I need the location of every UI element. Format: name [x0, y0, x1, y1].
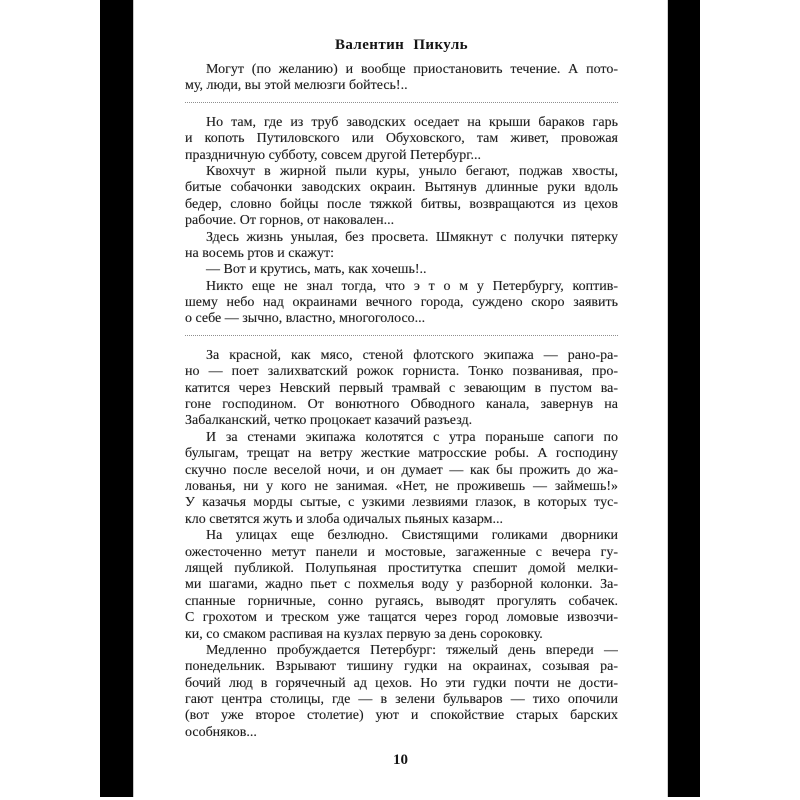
text-line: понедельник. Взрывают тишину гудки на окраинах, созывая ра- — [185, 659, 618, 675]
text-line: За красной, как мясо, стеной флотского экипажа — рано-ра- — [206, 347, 618, 363]
paragraph — [185, 430, 618, 528]
text-line: лящей публикой. Полупьяная проститутка спешит домой мелки- — [185, 560, 618, 576]
text-line: бочий люд в горячечный ад цехов. Но эти гудки почти не дости- — [185, 675, 618, 691]
section-divider — [185, 335, 618, 336]
text-line: праздничную субботу, совсем другой Петербург... — [185, 147, 481, 163]
section-divider — [185, 102, 618, 103]
text-line: Квохчут в жирной пыли куры, уныло бегают, поджав хвосты, — [206, 163, 618, 179]
text-line: о себе — зычно, властно, многоголосо... — [185, 311, 426, 327]
text-line: катится через Невский первый трамвай с зевающим в пустом ва- — [185, 380, 618, 396]
book-page — [133, 0, 668, 797]
text-line: бедер, словно бойцы после тяжкой битвы, возвращаются из цехов — [185, 196, 618, 212]
text-line: (вот уже второе столетие) уют и спокойствие старых барских — [185, 708, 618, 724]
text-line: Но там, где из труб заводских оседает на крыши бараков гарь — [206, 114, 618, 130]
text-line: булыгам, трещат на ветру жесткие матросские робы. А господину — [185, 446, 618, 462]
text-line: на восемь ртов и скажут: — [185, 245, 334, 261]
paragraph — [185, 279, 618, 328]
page-content — [185, 0, 618, 741]
paragraph — [185, 643, 618, 741]
text-line: ки, со смаком распивая на кузлах первую за день сороковку. — [185, 626, 543, 642]
text-line: рабочие. От горнов, от наковален... — [185, 213, 395, 229]
text-line: скучно после веселой ночи, и он думает — как бы прожить до жа- — [185, 462, 618, 478]
text-line: — Вот и крутись, мать, как хочешь!.. — [206, 262, 427, 278]
text-line: ожесточенно метут панели и мостовые, загаженные с вечера гу- — [185, 544, 618, 560]
text-line: му, люди, вы этой мелюзги бойтесь!.. — [185, 78, 408, 94]
text-line: и копоть Путиловского или Обуховского, там живет, провожая — [185, 131, 618, 147]
text-line: Никто еще не знал тогда, что э т о м у Петербургу, коптив- — [206, 278, 618, 294]
text-line: но — поет залихватский рожок горниста. Тонко позванивая, про- — [185, 364, 618, 380]
paragraph — [185, 262, 618, 278]
text-line: особняков... — [185, 724, 257, 740]
text-line: С грохотом и треском уже тащатся через город ломовые извозчи- — [185, 610, 618, 626]
text-line: Забалканский, четко процокает казачий разъезд. — [185, 413, 473, 429]
text-line: На улицах еще безлюдно. Свистящими голиками дворники — [206, 528, 618, 544]
text-line: гают центра столицы, где — в зелени бульваров — тихо опочили — [185, 692, 618, 708]
page-number: 10 — [393, 752, 408, 768]
text-line: И за стенами экипажа колотятся с утра пораньше сапоги по — [206, 429, 618, 445]
text-line: лованья, ни у кого не занимая. «Нет, не проживешь — займешь!» — [185, 478, 618, 494]
paragraph — [185, 115, 618, 164]
text-line: Медленно пробуждается Петербург: тяжелый день впереди — — [206, 642, 618, 658]
backdrop-bar-right — [668, 0, 700, 797]
text-line: У казачья морды сытые, с узкими лезвиями глазок, в которых тус- — [185, 495, 618, 511]
text-line: спанные горничные, сонно ругаясь, выводят прогулять собачек. — [185, 593, 618, 609]
text-line: ми шагами, жадно пьет с похмелья воду у разборной колонки. За- — [185, 577, 618, 593]
paragraph — [185, 528, 618, 643]
text-body — [185, 62, 618, 741]
backdrop-bar-left — [100, 0, 133, 797]
paragraph — [185, 230, 618, 263]
paragraph — [185, 62, 618, 95]
paragraph — [185, 164, 618, 230]
text-line: шему небо над окраинами вечного города, суждено скоро заявить — [185, 295, 618, 311]
text-line: Могут (по желанию) и вообще приостановить течение. А пото- — [206, 62, 618, 77]
author-header: Валентин Пикуль — [335, 37, 468, 53]
text-line: гоне господином. От вонютного Обводного канала, завернув на — [185, 397, 618, 413]
text-line: битые собачонки заводских окраин. Вытянув длинные руки вдоль — [185, 180, 618, 196]
text-line: кло светятся жуть и злоба одичалых пьяных казарм... — [185, 511, 503, 527]
text-line: Здесь жизнь унылая, без просвета. Шмякнут с получки пятерку — [206, 229, 618, 245]
paragraph — [185, 348, 618, 430]
